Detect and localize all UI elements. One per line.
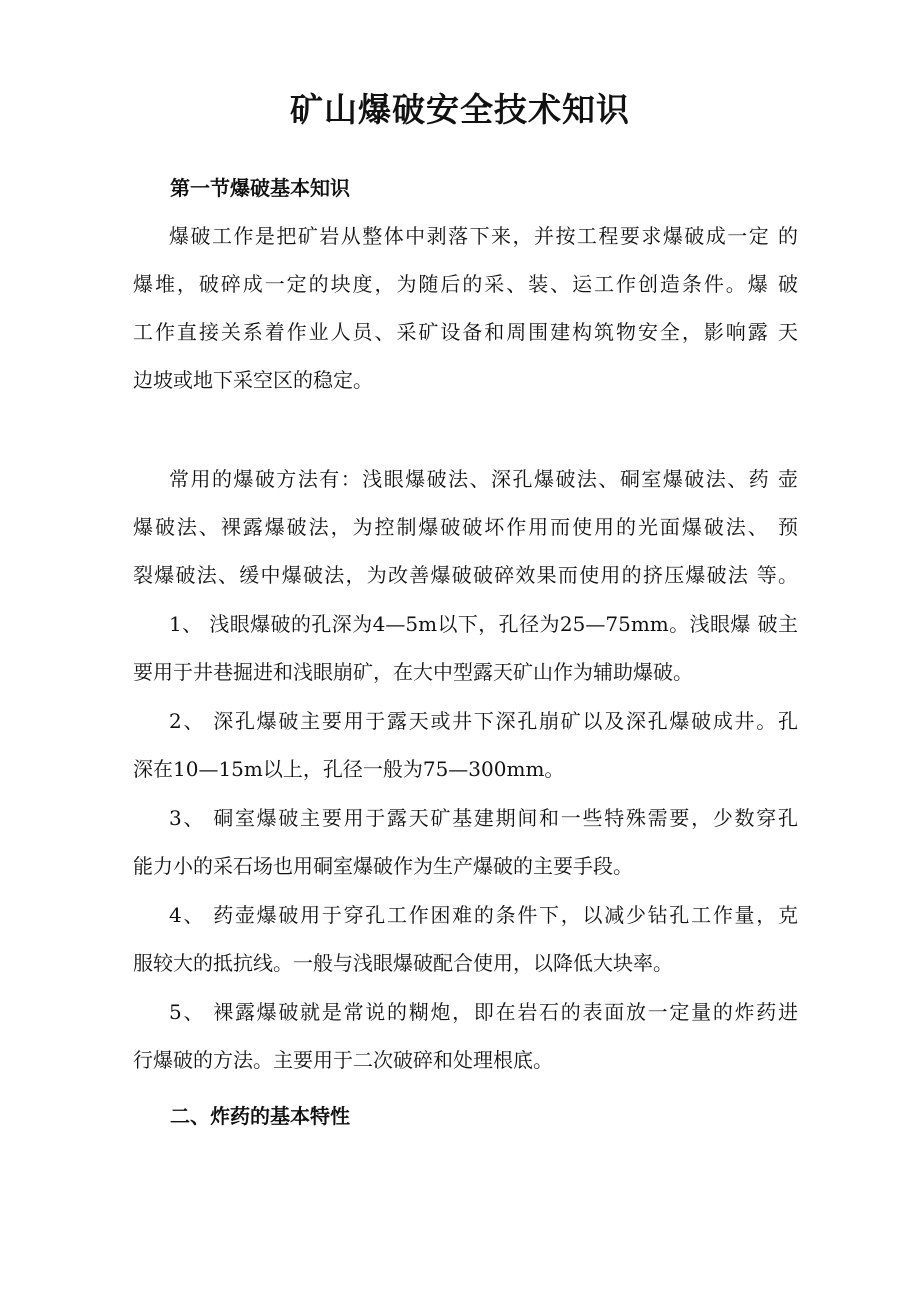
list-item-mud-cap (133, 988, 798, 1084)
paragraph-methods (133, 455, 798, 599)
paragraph-line: 4、 药壶爆破用于穿孔工作困难的条件下，以减少钻孔工作量，克 (169, 903, 798, 927)
paragraph-line: 3、 硐室爆破主要用于露天矿基建期间和一些特殊需要，少数穿孔 (169, 806, 798, 830)
paragraph-line: 5、 裸露爆破就是常说的糊炮，即在岩石的表面放一定量的炸药进 (169, 1000, 798, 1024)
paragraph-line: 工作直接关系着作业人员、采矿设备和周围建构筑物安全，影响露 天 (133, 320, 798, 344)
list-item-pot-hole (133, 891, 798, 987)
list-item-deep-hole (133, 697, 798, 793)
paragraph-line: 能力小的采石场也用硐室爆破作为生产爆破的主要手段。 (133, 854, 633, 878)
section-heading-basics: 第一节爆破基本知识 (170, 176, 350, 200)
paragraph-line: 要用于井巷掘进和浅眼崩矿，在大中型露天矿山作为辅助爆破。 (133, 660, 693, 684)
section-heading-explosives: 二、炸药的基本特性 (170, 1104, 350, 1128)
document-title: 矿山爆破安全技术知识 (290, 90, 630, 129)
paragraph-line: 爆堆，破碎成一定的块度，为随后的采、装、运工作创造条件。爆 破 (133, 272, 798, 296)
paragraph-line: 深在10—15m以上，孔径一般为75—300mm。 (133, 757, 565, 781)
list-item-shallow-hole (133, 600, 798, 696)
list-item-chamber (133, 794, 798, 890)
paragraph-line: 边坡或地下采空区的稳定。 (133, 368, 373, 392)
paragraph-line: 爆破工作是把矿岩从整体中剥落下来，并按工程要求爆破成一定 的 (169, 224, 798, 248)
paragraph-line: 服较大的抵抗线。一般与浅眼爆破配合使用，以降低大块率。 (133, 951, 673, 975)
paragraph-line: 常用的爆破方法有：浅眼爆破法、深孔爆破法、硐室爆破法、药 壶 (169, 467, 798, 491)
paragraph-line: 1、 浅眼爆破的孔深为4—5m以下，孔径为25—75mm。浅眼爆 破主 (169, 612, 798, 636)
paragraph-intro (133, 212, 798, 404)
paragraph-line: 爆破法、裸露爆破法，为控制爆破破坏作用而使用的光面爆破法、 预 (133, 515, 798, 539)
paragraph-line: 裂爆破法、缓中爆破法，为改善爆破破碎效果而使用的挤压爆破法 等。 (133, 563, 798, 587)
paragraph-line: 行爆破的方法。主要用于二次破碎和处理根底。 (133, 1048, 553, 1072)
paragraph-line: 2、 深孔爆破主要用于露天或井下深孔崩矿以及深孔爆破成井。孔 (169, 709, 798, 733)
